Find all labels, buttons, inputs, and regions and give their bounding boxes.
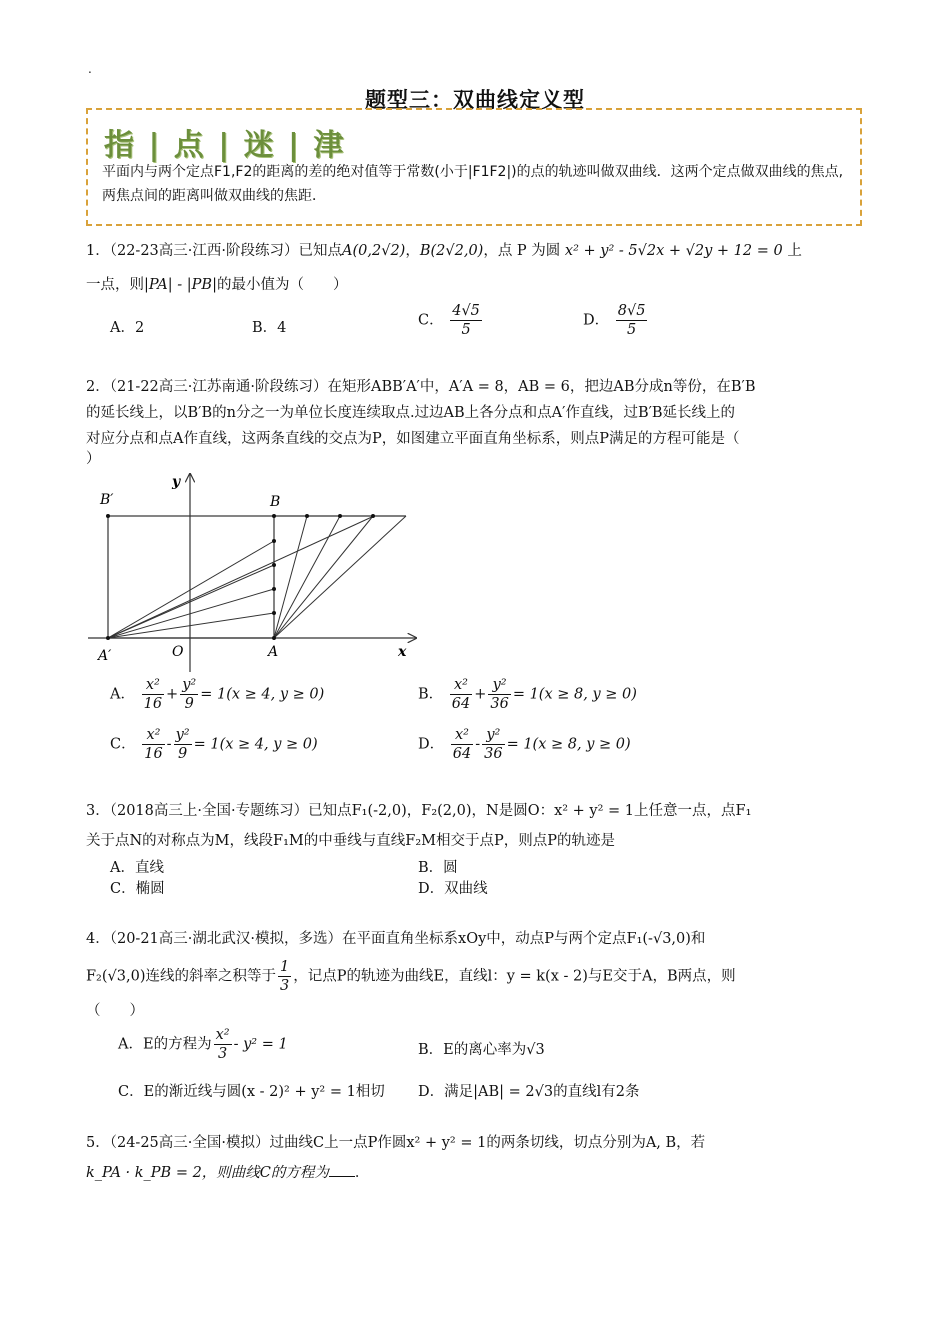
option-label: D． (583, 312, 610, 329)
fraction-numerator: x² (142, 676, 164, 695)
equation-tail: = 1(x ≥ 4, y ≥ 0) (193, 736, 318, 753)
q1-stem-e: 的最小值为（ ） (216, 277, 348, 293)
fraction-denominator: 5 (461, 322, 471, 338)
question-4 (86, 926, 866, 952)
fraction-denominator: 36 (490, 696, 509, 712)
q1-source: （22-23高三·江西·阶段练习） (109, 243, 299, 259)
label-b-prime: B′ (100, 492, 114, 508)
q5-line2 (86, 1160, 866, 1186)
option-label: D． (418, 736, 445, 753)
q4-line2b: ，记点P的轨迹为曲线E，直线l：y = k(x - 2)与E交于A，B两点，则 (293, 968, 736, 985)
option-label: D． (418, 881, 445, 897)
option-label: A． (110, 320, 135, 336)
option-text: 圆 (443, 860, 458, 876)
q4-line2a: F₂(√3,0)连线的斜率之积等于 (86, 968, 276, 985)
lines-from-a-prime (108, 516, 374, 638)
q2-line2: 的延长线上，以B′B的n分之一为单位长度连续取点.过边AB上各分点和点A′作直线，过B′B延长线上的 (86, 405, 736, 421)
rectangle-abb-a (108, 516, 274, 638)
fraction-denominator: 36 (484, 746, 503, 762)
hint-text: 平面内与两个定点F1,F2的距离的差的绝对值等于常数(小于|F1F2|)的点的轨迹叫做双曲线．这两个定点做双曲线的焦点,两焦点间的距离叫做双曲线的焦距． (102, 164, 844, 204)
option-text: E的方程为 (142, 1036, 212, 1053)
label-a-prime: A′ (98, 648, 112, 664)
fraction-numerator: x² (451, 726, 473, 745)
q2-option-d[interactable] (418, 726, 631, 763)
operator: + (474, 686, 487, 703)
q4-number: 4． (86, 931, 110, 947)
option-label: A． (110, 686, 135, 703)
q2-line4: ） (86, 451, 101, 467)
label-b: B (270, 494, 281, 510)
fraction-denominator: 16 (144, 746, 163, 762)
fraction-numerator: y² (182, 677, 197, 693)
option-label: B． (252, 320, 278, 336)
equation-tail: = 1(x ≥ 8, y ≥ 0) (506, 736, 631, 753)
fraction-numerator: x² (450, 676, 472, 695)
option-text: E的离心率为√3 (443, 1042, 545, 1058)
option-label: B． (418, 860, 444, 876)
fraction-denominator: 64 (452, 746, 472, 762)
q1-point-a: A(0,2√2) (342, 243, 406, 259)
option-text: 双曲线 (444, 881, 488, 897)
q2-line3: 对应分点和点A作直线，这两条直线的交点为P，如图建立平面直角坐标系，则点P满足的方程可能是（ (86, 431, 740, 447)
question-2 (86, 374, 866, 400)
option-label: A． (110, 860, 135, 876)
option-text: 4 (277, 320, 287, 336)
q1-option-c[interactable] (418, 302, 484, 339)
page-dot: . (88, 62, 92, 76)
lines-from-a (274, 516, 406, 638)
fraction-numerator: y² (175, 727, 190, 743)
q3-number: 3． (86, 803, 110, 819)
q4-line1: 在平面直角坐标系xOy中，动点P与两个定点F₁(-√3,0)和 (342, 931, 706, 947)
fraction-denominator: 9 (177, 746, 188, 762)
q1-number: 1． (86, 243, 110, 259)
fraction-denominator: 3 (217, 1046, 228, 1062)
q1-option-a[interactable] (110, 316, 144, 337)
q3-line2: 关于点N的对称点为M，线段F₁M的中垂线与直线F₂M相交于点P，则点P的轨迹是 (86, 833, 615, 849)
label-y: y (172, 474, 181, 490)
question-1-line2 (86, 272, 866, 298)
fraction-numerator: 4√5 (452, 303, 480, 319)
fraction-denominator: 16 (143, 696, 163, 712)
q2-figure (86, 466, 426, 676)
q1-stem-d: 一点，则 (86, 277, 144, 293)
question-5 (86, 1130, 866, 1156)
option-label: C． (110, 736, 136, 753)
q4-option-c[interactable] (118, 1080, 385, 1101)
label-o: O (172, 644, 184, 660)
equation-tail: - y² = 1 (233, 1036, 288, 1053)
q5-source: （24-25高三·全国·模拟） (109, 1135, 270, 1151)
q4-option-a[interactable] (118, 1026, 288, 1063)
fraction-denominator: 5 (626, 322, 637, 338)
fraction-numerator: x² (215, 1027, 230, 1043)
fraction-numerator: y² (488, 676, 510, 695)
option-text: 椭圆 (135, 881, 165, 897)
hint-heading: 指 | 点 | 迷 | 津 (104, 128, 346, 163)
option-label: A． (118, 1036, 143, 1053)
question-1 (86, 238, 866, 264)
q4-option-b[interactable] (418, 1038, 545, 1059)
q5-line2b: ． (354, 1165, 370, 1181)
q5-line1: 过曲线C上一点P作圆x² + y² = 1的两条切线，切点分别为A, B，若 (269, 1135, 706, 1151)
operator: - (166, 736, 172, 753)
option-text: 满足|AB| = 2√3的直线l有2条 (444, 1084, 640, 1100)
fraction-denominator: 9 (184, 696, 194, 712)
fraction-numerator: 8√5 (617, 303, 646, 319)
q2-option-a[interactable] (110, 676, 324, 713)
operator: - (475, 736, 481, 753)
q1-expression: |PA| - |PB| (144, 277, 217, 293)
q2-source: （21-22高三·江苏南通·阶段练习） (109, 379, 328, 395)
q3-option-b[interactable] (418, 856, 458, 877)
q1-stem-a: 已知点 (298, 243, 343, 259)
q2-option-c[interactable] (110, 726, 318, 763)
q3-option-a[interactable] (110, 856, 164, 877)
answer-blank[interactable] (329, 1176, 355, 1177)
q4-line2 (86, 958, 866, 995)
q1-stem-c: 上 (787, 243, 802, 259)
option-label: B． (418, 686, 444, 703)
q1-point-b: B(2√2,0) (419, 243, 484, 259)
q1-stem-b: ，点 P 为圆 (483, 243, 561, 259)
q5-number: 5． (86, 1135, 110, 1151)
q3-option-c[interactable] (110, 877, 165, 898)
label-a: A (268, 644, 279, 660)
fraction-denominator: 3 (280, 978, 290, 994)
q2-number: 2． (86, 379, 110, 395)
option-text: E的渐近线与圆(x - 2)² + y² = 1相切 (143, 1084, 385, 1100)
option-label: C． (418, 312, 444, 329)
operator: + (166, 686, 179, 703)
option-text: 2 (134, 320, 145, 336)
q2-line1: 在矩形ABB′A′中，A′A = 8，AB = 6，把边AB分成n等份，在B′B (327, 379, 756, 395)
option-label: B． (418, 1042, 444, 1058)
fraction-numerator: 1 (280, 959, 290, 975)
option-text: 直线 (134, 860, 164, 876)
label-x: x (398, 644, 407, 660)
q1-option-d[interactable] (583, 302, 649, 339)
q3-source: （2018高三上·全国·专题练习） (109, 803, 309, 819)
q1-option-b[interactable] (252, 316, 286, 337)
q1-sep: ， (405, 243, 420, 259)
option-label: C． (110, 881, 136, 897)
q1-circle-equation: x² + y² - 5√2x + √2y + 12 = 0 (564, 243, 783, 259)
fraction-numerator: y² (482, 726, 504, 745)
page-title: 题型三：双曲线定义型 (365, 88, 585, 112)
equation-tail: = 1(x ≥ 4, y ≥ 0) (200, 686, 325, 703)
q4-option-d[interactable] (418, 1080, 639, 1101)
option-label: D． (418, 1084, 445, 1100)
q3-option-d[interactable] (418, 877, 488, 898)
q5-line2a: k_PA · k_PB = 2，则曲线C的方程为 (86, 1165, 329, 1181)
question-3 (86, 798, 866, 824)
q3-line1: 已知点F₁(-2,0)，F₂(2,0)，N是圆O：x² + y² = 1上任意一点，点F₁ (308, 803, 752, 819)
option-label: C． (118, 1084, 144, 1100)
fraction-denominator: 64 (451, 696, 471, 712)
q4-line3: （ ） (86, 1003, 144, 1019)
q4-source: （20-21高三·湖北武汉·模拟，多选） (109, 931, 343, 947)
equation-tail: = 1(x ≥ 8, y ≥ 0) (512, 686, 637, 703)
fraction-numerator: x² (142, 726, 164, 745)
q2-option-b[interactable] (418, 676, 637, 713)
